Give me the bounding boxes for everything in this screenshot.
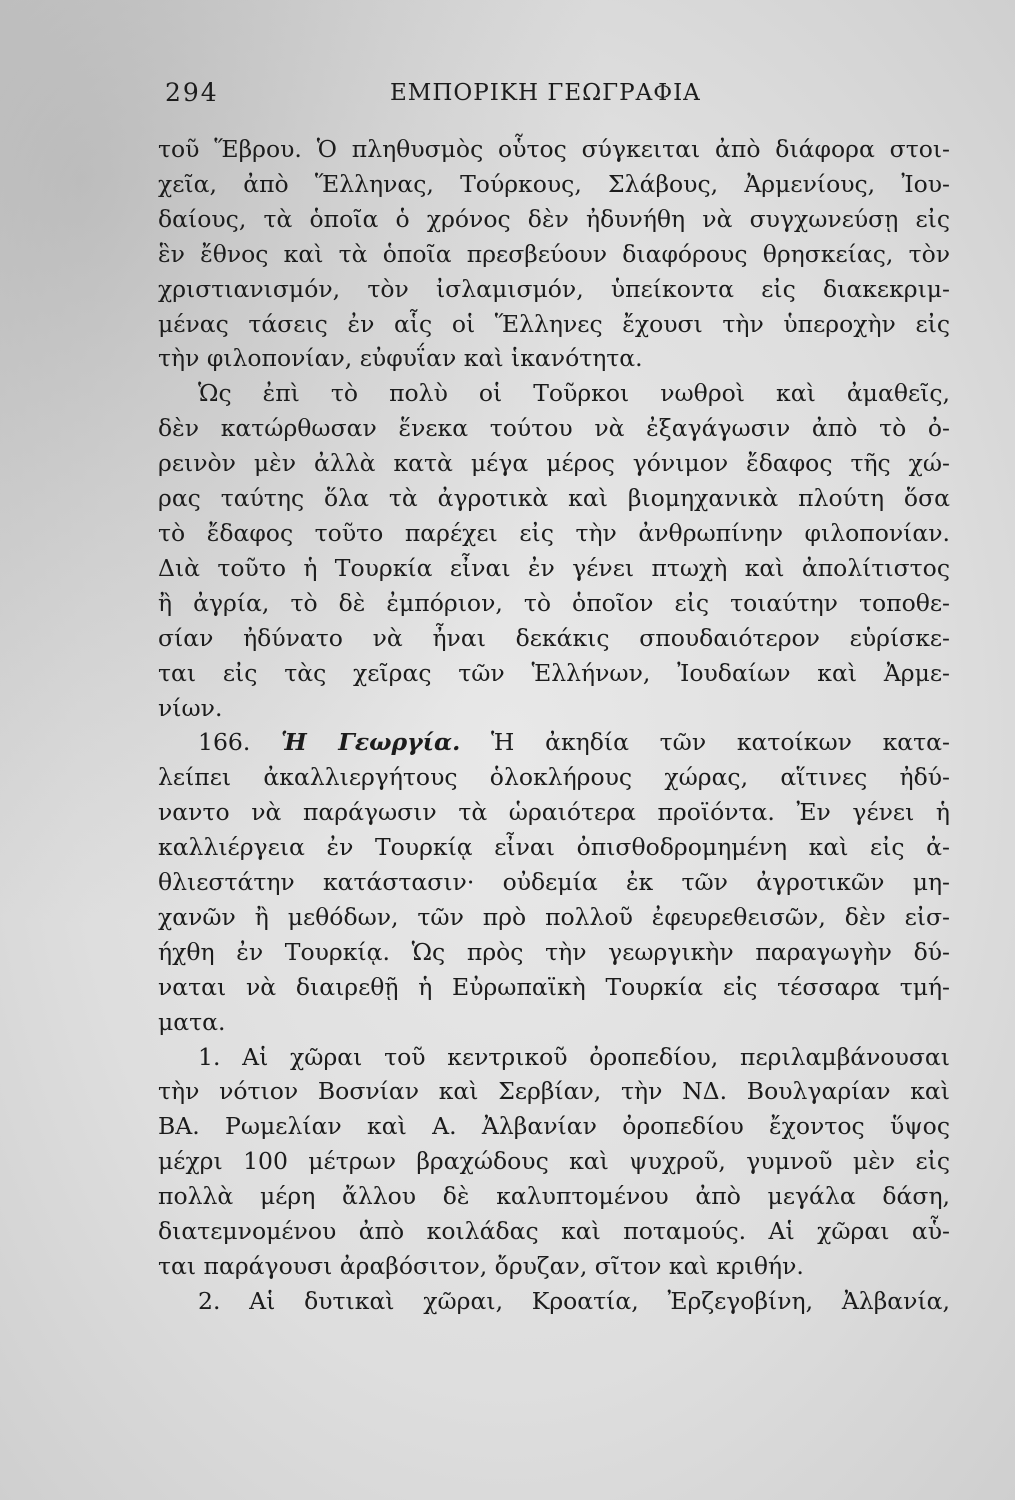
text-line: τὸ ἔδαφος τοῦτο παρέχει εἰς τὴν ἀνθρωπίνην φιλοπονίαν. bbox=[158, 518, 950, 547]
list-item bbox=[158, 1284, 950, 1319]
text-line: δὲν κατώρθωσαν ἕνεκα τούτου νὰ ἐξαγάγωσιν ἀπὸ τὸ ὀ- bbox=[158, 414, 950, 443]
text-line: μένας τάσεις ἐν αἷς οἱ Ἕλληνες ἔχουσι τὴν ὑπεροχὴν εἰς bbox=[158, 309, 950, 338]
text-fragment: Ἡ ἀκηδία τῶν κατοίκων κατα- bbox=[491, 728, 950, 757]
text-line: λείπει ἀκαλλιεργήτους ὁλοκλήρους χώρας, αἵτινες ἠδύ- bbox=[158, 763, 950, 792]
text-line: σίαν ἠδύνατο νὰ ἦναι δεκάκις σπουδαιότερον εὑρίσκε- bbox=[158, 623, 950, 652]
paragraph bbox=[158, 132, 950, 376]
section-number: 166. bbox=[198, 728, 251, 757]
paragraph bbox=[158, 376, 950, 725]
text-line: θλιεστάτην κατάστασιν· οὐδεμία ἐκ τῶν ἀγροτικῶν μη- bbox=[158, 868, 950, 897]
text-line: πολλὰ μέρη ἄλλου δὲ καλυπτομένου ἀπὸ μεγάλα δάση, bbox=[158, 1182, 950, 1211]
text-line: ματα. bbox=[158, 1007, 226, 1036]
text-line: χεῖα, ἀπὸ Ἕλληνας, Τούρκους, Σλάβους, Ἀρμενίους, Ἰου- bbox=[158, 169, 950, 198]
text-line: ρας ταύτης ὅλα τὰ ἀγροτικὰ καὶ βιομηχανικὰ πλούτη ὅσα bbox=[158, 484, 950, 513]
text-line: Ὡς ἐπὶ τὸ πολὺ οἱ Τοῦρκοι νωθροὶ καὶ ἀμαθεῖς, bbox=[198, 379, 950, 408]
text-line: μέχρι 100 μέτρων βραχώδους καὶ ψυχροῦ, γυμνοῦ μὲν εἰς bbox=[158, 1147, 950, 1176]
text-line: τοῦ Ἕβρου. Ὁ πληθυσμὸς οὗτος σύγκειται ἀπὸ διάφορα στοι- bbox=[158, 135, 950, 163]
text-line: τὴν νότιον Βοσνίαν καὶ Σερβίαν, τὴν ΝΔ. Βουλγαρίαν καὶ bbox=[158, 1077, 950, 1106]
list-item bbox=[158, 1040, 950, 1284]
body-text bbox=[158, 132, 950, 1319]
text-line: ται παράγουσι ἀραβόσιτον, ὄρυζαν, σῖτον καὶ κριθήν. bbox=[158, 1252, 804, 1280]
text-line: χριστιανισμόν, τὸν ἰσλαμισμόν, ὑπείκοντα εἰς διακεκριμ- bbox=[158, 274, 950, 303]
text-line: Διὰ τοῦτο ἡ Τουρκία εἶναι ἐν γένει πτωχὴ καὶ ἀπολίτιστος bbox=[158, 553, 950, 582]
text-line: 2. Αἱ δυτικαὶ χῶραι, Κροατία, Ἐρζεγοβίνη, Ἀλβανία, bbox=[198, 1286, 950, 1315]
text-line: ρεινὸν μὲν ἀλλὰ κατὰ μέγα μέρος γόνιμον ἔδαφος τῆς χώ- bbox=[158, 449, 950, 478]
text-line: ΒΑ. Ρωμελίαν καὶ Α. Ἀλβανίαν ὀροπεδίου ἔχοντος ὕψος bbox=[158, 1112, 950, 1141]
page-header bbox=[165, 78, 945, 118]
text-line: νίων. bbox=[158, 693, 223, 722]
text-line: ἢ ἀγρία, τὸ δὲ ἐμπόριον, τὸ ὁποῖον εἰς τοιαύτην τοποθε- bbox=[158, 588, 950, 617]
text-line: χανῶν ἢ μεθόδων, τῶν πρὸ πολλοῦ ἐφευρεθεισῶν, δὲν εἰσ- bbox=[158, 902, 950, 931]
text-line: τὴν φιλοπονίαν, εὐφυΐαν καὶ ἱκανότητα. bbox=[158, 344, 643, 373]
running-title: ΕΜΠΟΡΙΚΗ ΓΕΩΓΡΑΦΙΑ bbox=[390, 80, 701, 106]
section-title: Ἡ Γεωργία. bbox=[281, 728, 461, 757]
section-paragraph bbox=[158, 725, 950, 1039]
page-number: 294 bbox=[165, 78, 219, 107]
text-line: ἓν ἔθνος καὶ τὰ ὁποῖα πρεσβεύουν διαφόρους θρησκείας, τὸν bbox=[158, 239, 950, 268]
text-line: καλλιέργεια ἐν Τουρκίᾳ εἶναι ὀπισθοδρομημένη καὶ εἰς ἀ- bbox=[158, 833, 950, 862]
text-line: δαίους, τὰ ὁποῖα ὁ χρόνος δὲν ἠδυνήθη νὰ συγχωνεύσῃ εἰς bbox=[158, 204, 950, 233]
text-line: ται εἰς τὰς χεῖρας τῶν Ἑλλήνων, Ἰουδαίων καὶ Ἀρμε- bbox=[158, 658, 950, 687]
text-line: διατεμνομένου ἀπὸ κοιλάδας καὶ ποταμούς. Αἱ χῶραι αὗ- bbox=[158, 1217, 950, 1246]
text-line: 1. Αἱ χῶραι τοῦ κεντρικοῦ ὀροπεδίου, περιλαμβάνουσαι bbox=[198, 1042, 950, 1071]
text-line: ναται νὰ διαιρεθῇ ἡ Εὐρωπαϊκὴ Τουρκία εἰς τέσσαρα τμή- bbox=[158, 972, 950, 1001]
section-heading-line bbox=[158, 725, 950, 760]
text-line: ήχθη ἐν Τουρκίᾳ. Ὡς πρὸς τὴν γεωργικὴν παραγωγὴν δύ- bbox=[158, 937, 950, 966]
text-line: ναντο νὰ παράγωσιν τὰ ὡραιότερα προϊόντα. Ἐν γένει ἡ bbox=[158, 798, 950, 827]
